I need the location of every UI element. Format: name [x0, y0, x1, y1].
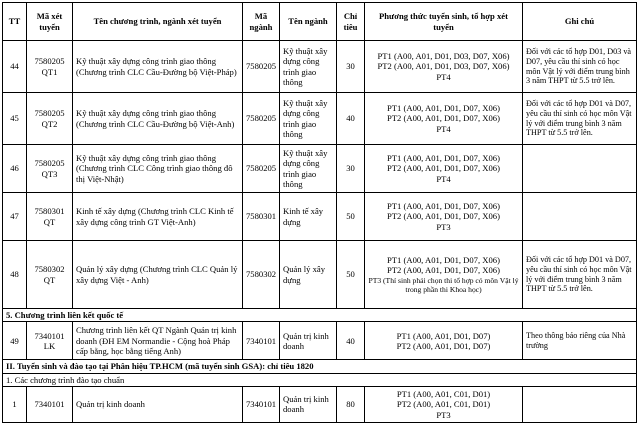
cell-ten-nganh: Quản trị kinh doanh	[280, 386, 337, 422]
table-row	[3, 41, 637, 93]
cell-ghi-chu: Đối với các tổ hợp D01 và D07, yêu cầu thí sinh có học môn Vật lý với điểm trung bình 3 năm THPT từ 5.5 trở lên.	[523, 93, 637, 145]
cell-tt: 49	[3, 322, 27, 360]
cell-ten-ct: Kinh tế xây dựng (Chương trình CLC Kinh tế xây dựng công trình GT Việt-Anh)	[73, 193, 243, 241]
table-row	[3, 241, 637, 309]
cell-ten-nganh: Kỹ thuật xây dựng công trình giao thông	[280, 145, 337, 193]
cell-ten-ct: Kỹ thuật xây dựng công trình giao thông (Chương trình CLC Cầu-Đường bộ Việt-Pháp)	[73, 41, 243, 93]
cell-phuong-thuc	[365, 41, 523, 93]
cell-chi-tieu: 30	[337, 145, 365, 193]
table-row	[3, 145, 637, 193]
cell-ma: 7580205 QT3	[27, 145, 73, 193]
cell-ma-nganh: 7580302	[243, 241, 280, 309]
section-title: 5. Chương trình liên kết quốc tế	[3, 309, 637, 322]
pt-line: PT1 (A00, A01, D01, D07, X06)	[387, 201, 500, 212]
pt-line: PT1 (A00, A01, D01, D07, X06)	[387, 153, 500, 164]
cell-ma-nganh: 7340101	[243, 386, 280, 422]
cell-ma: 7580301 QT	[27, 193, 73, 241]
table-row	[3, 193, 637, 241]
header-ma-xet-tuyen: Mã xét tuyển	[27, 3, 73, 41]
cell-phuong-thuc	[365, 322, 523, 360]
cell-chi-tieu: 40	[337, 93, 365, 145]
header-chi-tieu: Chỉ tiêu	[337, 3, 365, 41]
pt-line: PT2 (A00, A01, D01, D07, X06)	[387, 265, 500, 276]
cell-chi-tieu: 50	[337, 193, 365, 241]
cell-chi-tieu: 50	[337, 241, 365, 309]
cell-tt: 1	[3, 386, 27, 422]
pt-line: PT2 (A00, A01, D01, D07, X06)	[387, 163, 500, 174]
cell-ma-nganh: 7340101	[243, 322, 280, 360]
table-row	[3, 93, 637, 145]
cell-phuong-thuc	[365, 241, 523, 309]
cell-ten-ct: Quản lý xây dựng (Chương trình CLC Quản lý xây dựng Việt - Anh)	[73, 241, 243, 309]
cell-phuong-thuc	[365, 193, 523, 241]
cell-ten-ct: Quản trị kinh doanh	[73, 386, 243, 422]
cell-ghi-chu	[523, 145, 637, 193]
cell-ma: 7580302 QT	[27, 241, 73, 309]
header-ghi-chu: Ghi chú	[523, 3, 637, 41]
cell-ten-ct: Kỹ thuật xây dựng công trình giao thông (Chương trình CLC Cầu-Đường bộ Việt-Anh)	[73, 93, 243, 145]
header-ten-chuong-trinh: Tên chương trình, ngành xét tuyển	[73, 3, 243, 41]
cell-tt: 44	[3, 41, 27, 93]
pt-line: PT4	[436, 71, 451, 82]
pt-line: PT2 (A00, A01, D01, D07, X06)	[387, 113, 500, 124]
pt-line: PT2 (A00, A01, D01, D07)	[396, 340, 491, 351]
cell-ten-nganh: Quản lý xây dựng	[280, 241, 337, 309]
pt-line: PT4	[436, 173, 451, 184]
cell-ten-nganh: Quản trị kinh doanh	[280, 322, 337, 360]
section-title: II. Tuyển sinh và đào tạo tại Phân hiệu TP.HCM (mã tuyển sinh GSA): chỉ tiêu 1820	[3, 360, 637, 373]
section-row	[3, 309, 637, 322]
cell-ma-nganh: 7580301	[243, 193, 280, 241]
pt-line: PT2 (A00, A01, C01, D01)	[396, 399, 491, 410]
pt-line: PT1 (A00, A01, D01, D07)	[396, 330, 491, 341]
pt-line: PT2 (A00, A01, D01, D07, X06)	[387, 211, 500, 222]
section-row	[3, 360, 637, 373]
section-row	[3, 373, 637, 386]
table-row	[3, 322, 637, 360]
table-row	[3, 386, 637, 422]
cell-ten-nganh: Kỹ thuật xây dựng công trình giao thông	[280, 41, 337, 93]
pt-line: PT4	[436, 123, 451, 134]
pt-line: PT1 (A00, A01, D01, D03, D07, X06)	[377, 51, 510, 62]
cell-ten-nganh: Kỹ thuật xây dựng công trình giao thông	[280, 93, 337, 145]
pt-line: PT1 (A00, A01, C01, D01)	[396, 388, 491, 399]
header-row	[3, 3, 637, 41]
cell-ma: 7580205 QT1	[27, 41, 73, 93]
header-phuong-thuc: Phương thức tuyển sinh, tổ hợp xét tuyển	[365, 3, 523, 41]
pt-line: PT1 (A00, A01, D01, D07, X06)	[387, 103, 500, 114]
cell-ma-nganh: 7580205	[243, 93, 280, 145]
cell-ghi-chu	[523, 193, 637, 241]
cell-tt: 45	[3, 93, 27, 145]
cell-ghi-chu: Đối với các tổ hợp D01 và D07, yêu cầu thí sinh có học môn Vật lý với điểm trung bình 3 năm THPT từ 5.5 trở lên.	[523, 241, 637, 309]
pt-line: PT3	[436, 409, 451, 420]
cell-ma: 7340101 LK	[27, 322, 73, 360]
cell-phuong-thuc	[365, 386, 523, 422]
cell-tt: 48	[3, 241, 27, 309]
cell-phuong-thuc	[365, 93, 523, 145]
cell-chi-tieu: 40	[337, 322, 365, 360]
cell-tt: 47	[3, 193, 27, 241]
pt-line: PT1 (A00, A01, D01, D07, X06)	[387, 255, 500, 266]
cell-ten-ct: Kỹ thuật xây dựng công trình giao thông (Chương trình CLC Công trình giao thông đô thị Việt-Nhật)	[73, 145, 243, 193]
cell-chi-tieu: 30	[337, 41, 365, 93]
cell-chi-tieu: 80	[337, 386, 365, 422]
cell-ma: 7340101	[27, 386, 73, 422]
cell-ten-nganh: Kinh tế xây dựng	[280, 193, 337, 241]
header-ma-nganh: Mã ngành	[243, 3, 280, 41]
cell-tt: 46	[3, 145, 27, 193]
subsection-title: 1. Các chương trình đào tạo chuẩn	[3, 373, 637, 386]
cell-phuong-thuc	[365, 145, 523, 193]
cell-ma-nganh: 7580205	[243, 145, 280, 193]
cell-ma: 7580205 QT2	[27, 93, 73, 145]
cell-ghi-chu: Đối với các tổ hợp D01, D03 và D07, yêu cầu thí sinh có học môn Vật lý với điểm trung bình 3 năm THPT từ 5.5 trở lên.	[523, 41, 637, 93]
header-ten-nganh: Tên ngành	[280, 3, 337, 41]
pt-line: PT2 (A00, A01, D01, D03, D07, X06)	[377, 61, 510, 72]
cell-ghi-chu	[523, 386, 637, 422]
cell-ghi-chu: Theo thông báo riêng của Nhà trường	[523, 322, 637, 360]
admissions-table	[2, 2, 637, 423]
pt-line: PT3	[436, 221, 451, 232]
pt-note: PT3 (Thí sinh phải chọn thi tổ hợp có môn Vật lý trong phần thi Khoa học)	[368, 275, 519, 294]
cell-ten-ct: Chương trình liên kết QT Ngành Quản trị kinh doanh (ĐH EM Normandie - Cộng hoà Pháp cấp bằng, học bằng tiếng Anh)	[73, 322, 243, 360]
cell-ma-nganh: 7580205	[243, 41, 280, 93]
header-tt: TT	[3, 3, 27, 41]
